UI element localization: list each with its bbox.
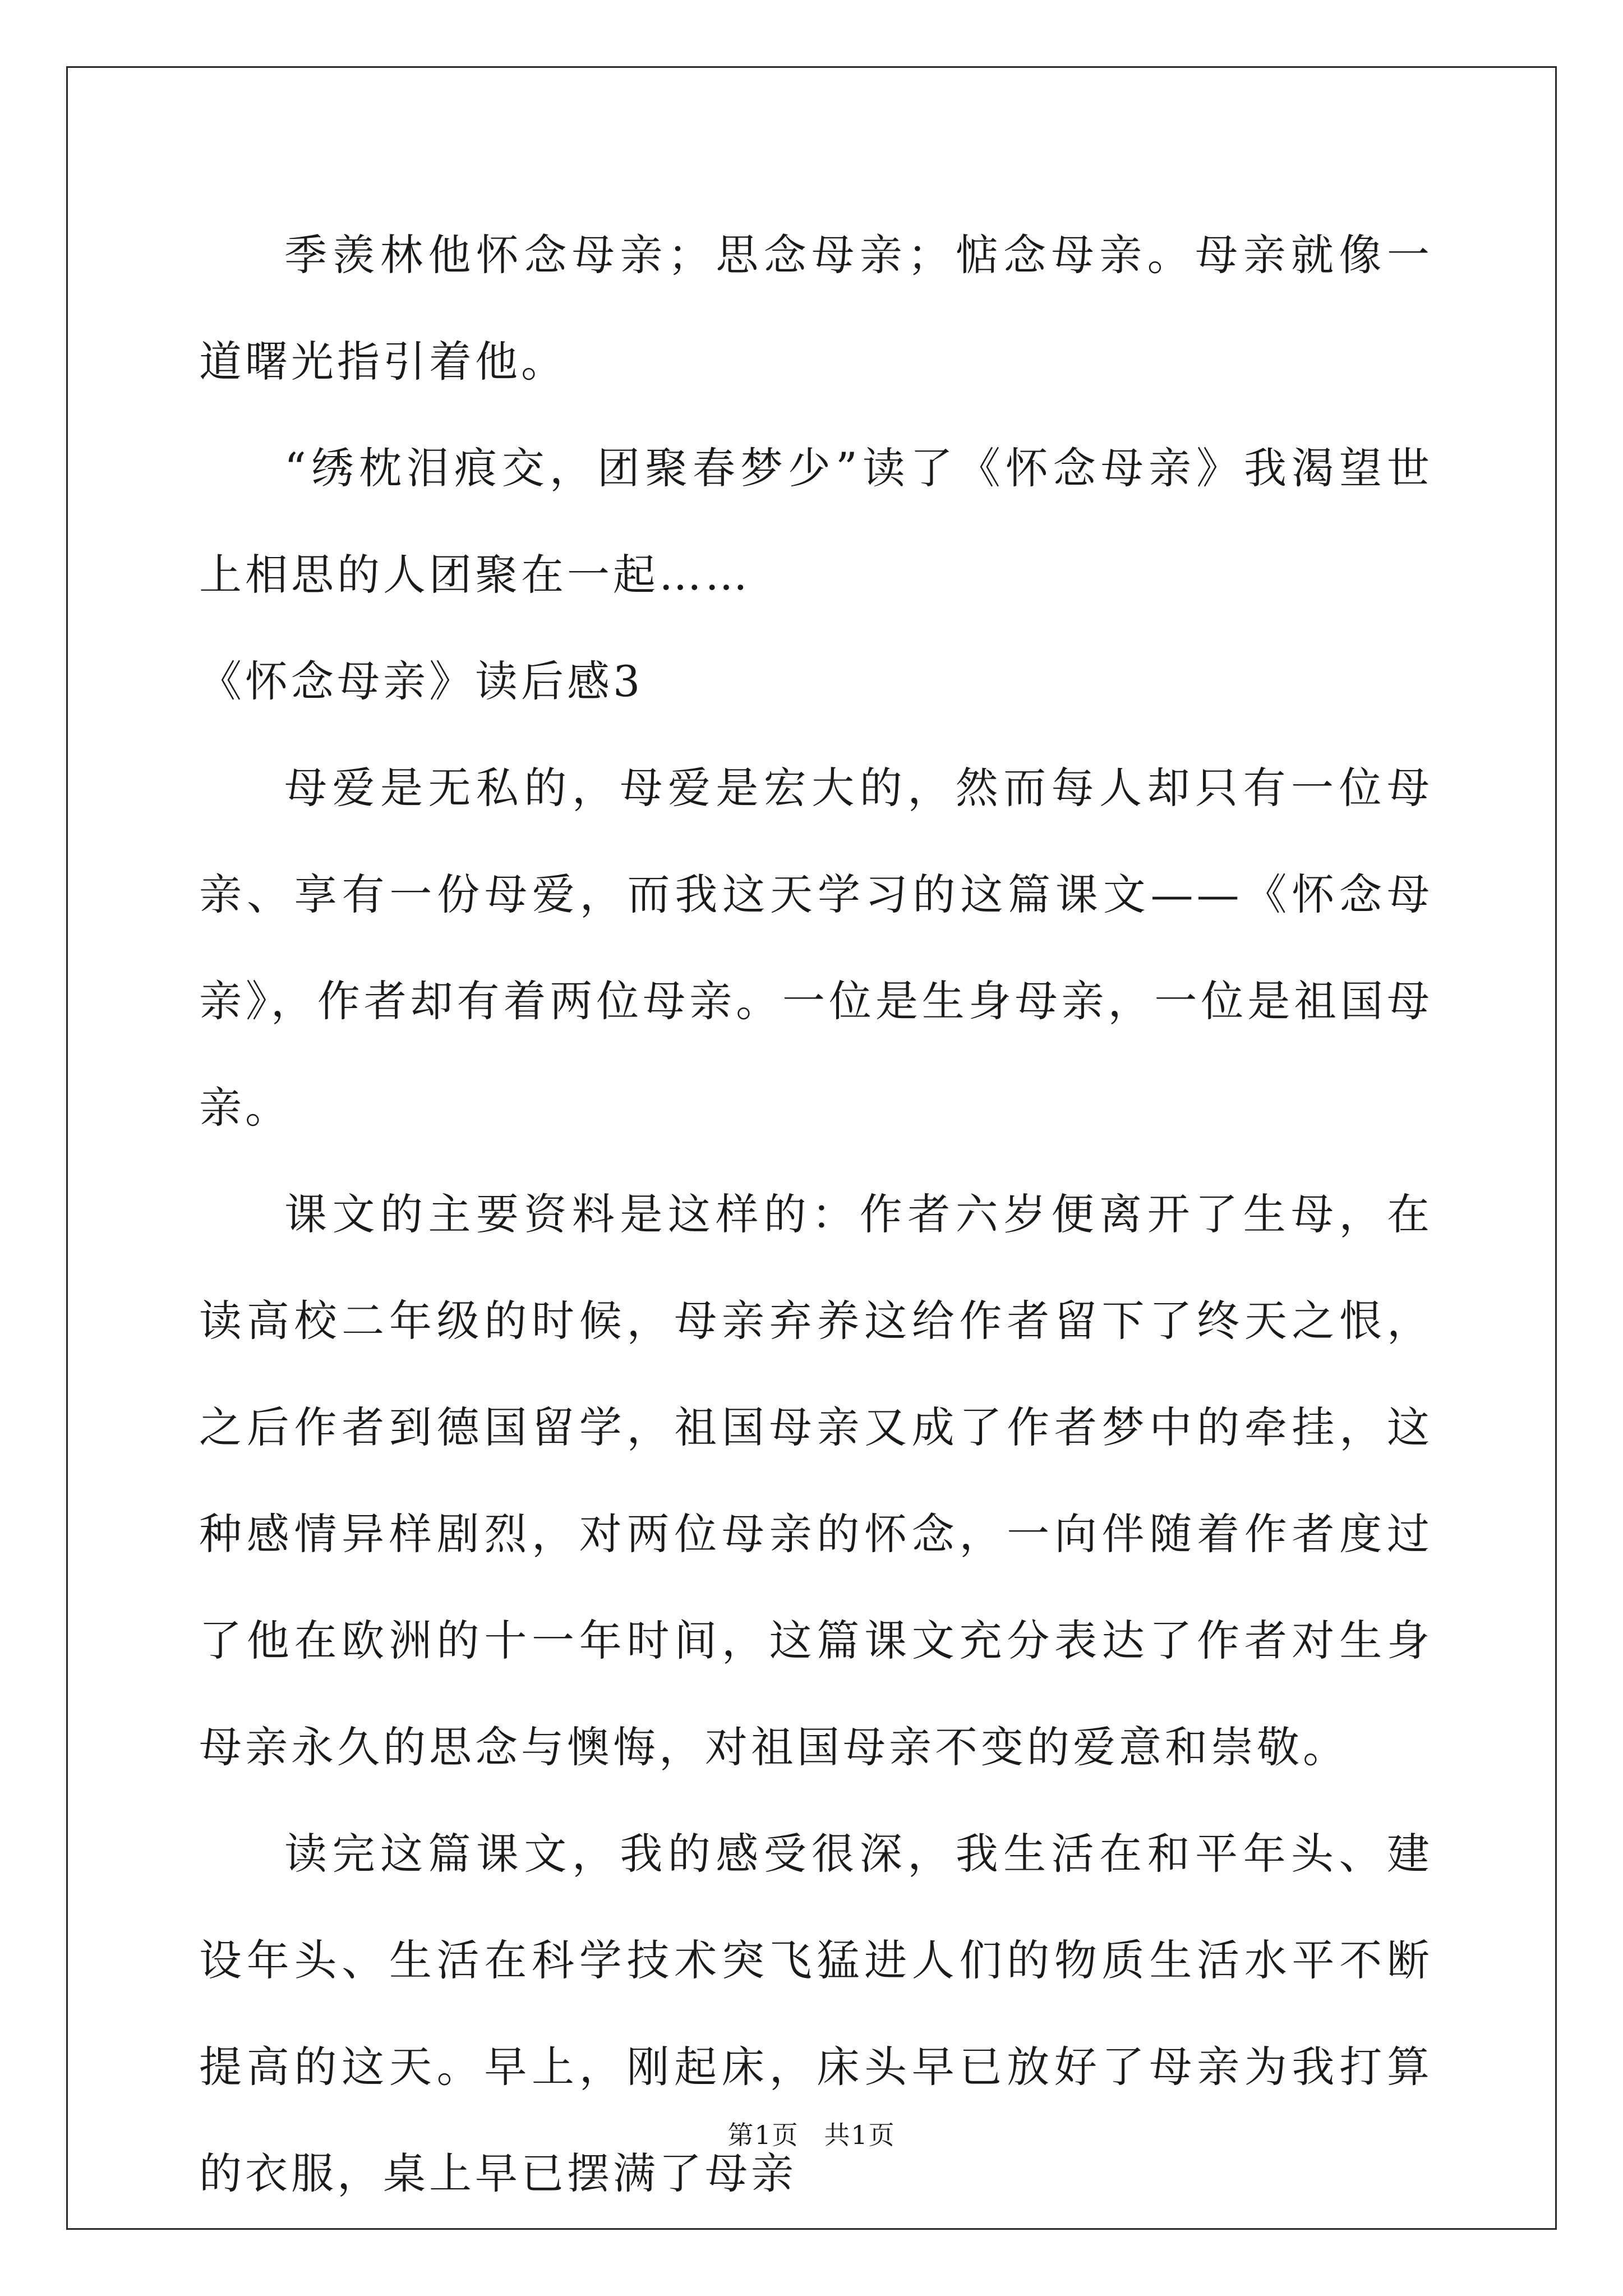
paragraph-2: “绣枕泪痕交，团聚春梦少”读了《怀念母亲》我渴望世上相思的人团聚在一起…… — [199, 443, 1433, 600]
section-heading: 《怀念母亲》读后感3 — [199, 656, 644, 706]
paragraph-3: 母爱是无私的，母爱是宏大的，然而每人却只有一位母亲、享有一份母爱，而我这天学习的这篇课文——《怀念母亲》，作者却有着两位母亲。一位是生身母亲，一位是祖国母亲。 — [199, 763, 1433, 1133]
paragraph-5: 读完这篇课文，我的感受很深，我生活在和平年头、建设年头、生活在科学技术突飞猛进人们的物质生活水平不断提高的这天。早上，刚起床，床头早已放好了母亲为我打算的衣服，桌上早已摆满了母亲 — [199, 1829, 1433, 2198]
page-footer — [0, 2115, 1623, 2152]
document-body — [199, 202, 1433, 2227]
paragraph-1: 季羡林他怀念母亲；思念母亲；惦念母亲。母亲就像一道曙光指引着他。 — [199, 230, 1433, 386]
total-pages: 共1页 — [824, 2120, 896, 2150]
paragraph-4: 课文的主要资料是这样的：作者六岁便离开了生母，在读高校二年级的时候，母亲弃养这给作者留下了终天之恨，之后作者到德国留学，祖国母亲又成了作者梦中的牵挂，这种感情异样剧烈，对两位母亲的怀念，一向伴随着作者度过了他在欧洲的十一年时间，这篇课文充分表达了作者对生身母亲永久的思念与懊悔，对祖国母亲不变的爱意和崇敬。 — [199, 1189, 1433, 1772]
page-number: 第1页 — [727, 2120, 799, 2150]
